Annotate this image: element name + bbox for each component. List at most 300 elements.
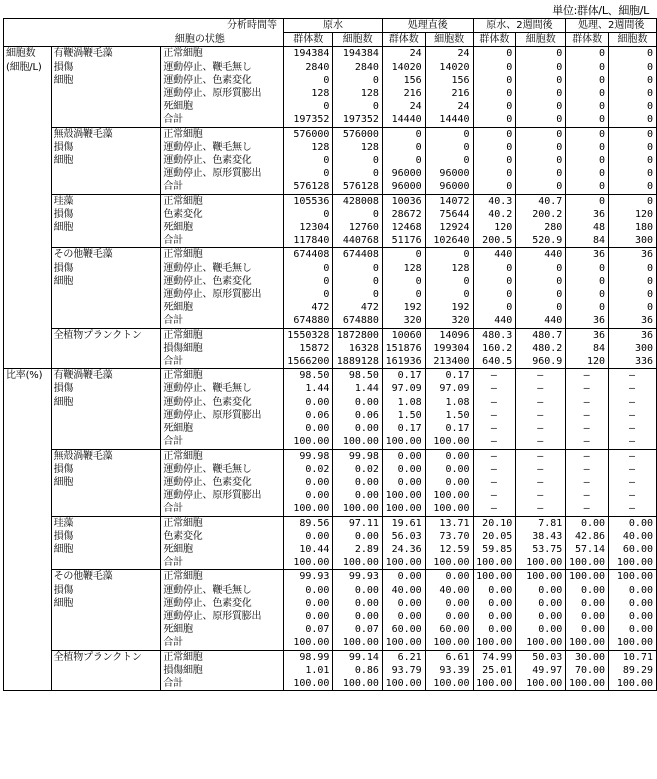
value-cell: 0 — [283, 262, 332, 275]
value-cell: 99.93 — [283, 570, 332, 584]
category-label — [4, 422, 52, 435]
value-cell: 0 — [382, 275, 425, 288]
group-label — [51, 623, 161, 636]
category-label — [4, 301, 52, 314]
table-row — [4, 180, 657, 194]
value-cell: 100.00 — [382, 636, 425, 650]
category-label — [4, 234, 52, 248]
value-cell: 20.05 — [473, 530, 516, 543]
value-cell: 0.17 — [382, 369, 425, 383]
table-row — [4, 314, 657, 328]
value-cell: 0 — [566, 61, 609, 74]
value-cell: 57.14 — [566, 543, 609, 556]
group-label — [51, 342, 161, 355]
category-label — [4, 597, 52, 610]
value-cell: 128 — [333, 141, 382, 154]
category-label — [4, 396, 52, 409]
value-cell: 0.00 — [516, 610, 566, 623]
table-row — [4, 301, 657, 314]
value-cell: 40.7 — [516, 194, 566, 208]
value-cell: 0 — [609, 141, 657, 154]
value-cell: 100.00 — [283, 556, 332, 570]
value-cell: 0.00 — [516, 584, 566, 597]
value-cell: 2840 — [283, 61, 332, 74]
value-cell: 24 — [382, 47, 425, 61]
value-cell: 0.00 — [609, 516, 657, 530]
value-cell: 0 — [609, 301, 657, 314]
table-row — [4, 87, 657, 100]
value-cell: 213400 — [425, 355, 473, 369]
value-cell: 128 — [382, 262, 425, 275]
value-cell: 100.00 — [609, 556, 657, 570]
category-label — [4, 127, 52, 141]
value-cell: 0 — [333, 167, 382, 180]
value-cell: — — [516, 476, 566, 489]
value-cell: 98.50 — [283, 369, 332, 383]
value-cell: 0 — [516, 127, 566, 141]
value-cell: 2.89 — [333, 543, 382, 556]
value-cell: — — [473, 489, 516, 502]
value-cell: 84 — [566, 234, 609, 248]
group-label — [51, 422, 161, 435]
value-cell: 336 — [609, 355, 657, 369]
value-cell: 100.00 — [382, 435, 425, 449]
category-label — [4, 74, 52, 87]
value-cell: 100.00 — [333, 435, 382, 449]
value-cell: — — [566, 382, 609, 395]
value-cell: 0 — [609, 113, 657, 127]
value-cell: 100.00 — [516, 636, 566, 650]
period-raw-2w: 原水、2週間後 — [473, 19, 566, 33]
value-cell: 36 — [609, 328, 657, 342]
group-label: 細胞 — [51, 543, 161, 556]
value-cell: 576128 — [283, 180, 332, 194]
value-cell: 0.00 — [609, 584, 657, 597]
value-cell: 0 — [473, 74, 516, 87]
group-label: 有鞭渦鞭毛藻 — [51, 369, 161, 383]
group-label: 損傷 — [51, 262, 161, 275]
value-cell: 24 — [425, 47, 473, 61]
table-row — [4, 100, 657, 113]
value-cell: 24 — [425, 100, 473, 113]
value-cell: 0 — [382, 288, 425, 301]
value-cell: 0.17 — [425, 422, 473, 435]
table-row — [4, 262, 657, 275]
value-cell: 576000 — [333, 127, 382, 141]
value-cell: 36 — [566, 208, 609, 221]
value-cell: 100.00 — [425, 435, 473, 449]
value-cell: 100.00 — [425, 636, 473, 650]
value-cell: 12304 — [283, 221, 332, 234]
value-cell: 128 — [425, 262, 473, 275]
category-label: 比率(%) — [4, 369, 52, 383]
value-cell: 0 — [566, 100, 609, 113]
col-colonies: 群体数 — [382, 33, 425, 47]
table-row — [4, 154, 657, 167]
value-cell: 60.00 — [609, 543, 657, 556]
value-cell: 7.81 — [516, 516, 566, 530]
value-cell: 100.00 — [382, 502, 425, 516]
state-label: 合計 — [161, 556, 284, 570]
value-cell: 280 — [516, 221, 566, 234]
value-cell: 0 — [473, 113, 516, 127]
group-label: 珪藻 — [51, 516, 161, 530]
value-cell: 0 — [609, 167, 657, 180]
value-cell: 320 — [382, 314, 425, 328]
value-cell: — — [609, 369, 657, 383]
value-cell: — — [566, 435, 609, 449]
value-cell: 0 — [333, 275, 382, 288]
value-cell: 48 — [566, 221, 609, 234]
value-cell: — — [516, 449, 566, 463]
category-label — [4, 463, 52, 476]
period-treated-2w: 処理、2週間後 — [566, 19, 657, 33]
value-cell: 0.00 — [283, 422, 332, 435]
table-row — [4, 489, 657, 502]
value-cell: — — [566, 396, 609, 409]
value-cell: — — [566, 449, 609, 463]
value-cell: 0 — [516, 275, 566, 288]
value-cell: 0 — [382, 248, 425, 262]
category-label — [4, 489, 52, 502]
value-cell: — — [473, 369, 516, 383]
value-cell: 120 — [473, 221, 516, 234]
state-label: 正常細胞 — [161, 369, 284, 383]
value-cell: 0.00 — [425, 449, 473, 463]
value-cell: 440 — [516, 248, 566, 262]
state-label: 運動停止、原形質膨出 — [163, 88, 262, 100]
value-cell: 160.2 — [473, 342, 516, 355]
value-cell: 0.00 — [333, 530, 382, 543]
value-cell: 14096 — [425, 328, 473, 342]
group-label: 無殻渦鞭毛藻 — [51, 127, 161, 141]
table-row — [4, 113, 657, 127]
value-cell: 100.00 — [283, 502, 332, 516]
category-label — [4, 208, 52, 221]
value-cell: 100.00 — [425, 556, 473, 570]
group-label: その他鞭毛藻 — [51, 570, 161, 584]
value-cell: 0 — [516, 262, 566, 275]
group-label: 損傷 — [51, 61, 161, 74]
value-cell: 0.00 — [382, 570, 425, 584]
value-cell: 100.00 — [333, 677, 382, 691]
state-label: 運動停止、鞭毛無し — [163, 463, 252, 475]
value-cell: 0.00 — [566, 516, 609, 530]
table-row — [4, 248, 657, 262]
value-cell: 6.61 — [425, 650, 473, 664]
group-label: 細胞 — [51, 221, 161, 234]
value-cell: 0.00 — [566, 610, 609, 623]
value-cell: 10036 — [382, 194, 425, 208]
value-cell: 0 — [382, 141, 425, 154]
value-cell: 1889128 — [333, 355, 382, 369]
value-cell: 40.3 — [473, 194, 516, 208]
value-cell: 0 — [473, 262, 516, 275]
table-row — [4, 463, 657, 476]
group-label: 細胞 — [51, 154, 161, 167]
value-cell: 640.5 — [473, 355, 516, 369]
table-row — [4, 328, 657, 342]
value-cell: 0 — [609, 154, 657, 167]
value-cell: 300 — [609, 234, 657, 248]
table-row — [4, 342, 657, 355]
col-cells: 細胞数 — [516, 33, 566, 47]
value-cell: 0.00 — [516, 597, 566, 610]
value-cell: 0.00 — [283, 597, 332, 610]
value-cell: 1.01 — [283, 664, 332, 677]
group-label: 損傷 — [51, 530, 161, 543]
value-cell: 156 — [382, 74, 425, 87]
value-cell: 194384 — [333, 47, 382, 61]
value-cell: 100.00 — [333, 502, 382, 516]
value-cell: 99.93 — [333, 570, 382, 584]
value-cell: 51176 — [382, 234, 425, 248]
value-cell: 100.00 — [609, 677, 657, 691]
group-label — [51, 489, 161, 502]
value-cell: 100.00 — [473, 556, 516, 570]
value-cell: 440 — [516, 314, 566, 328]
value-cell: 0.00 — [425, 476, 473, 489]
table-row — [4, 502, 657, 516]
value-cell: 440 — [473, 248, 516, 262]
table-row — [4, 194, 657, 208]
state-label: 運動停止、鞭毛無し — [163, 383, 252, 395]
value-cell: 12468 — [382, 221, 425, 234]
value-cell: — — [566, 489, 609, 502]
value-cell: 0.00 — [425, 597, 473, 610]
state-label: 合計 — [161, 113, 284, 127]
value-cell: 120 — [566, 355, 609, 369]
value-cell: 128 — [283, 87, 332, 100]
group-label: 細胞 — [51, 476, 161, 489]
value-cell: 102640 — [425, 234, 473, 248]
value-cell: 100.00 — [333, 556, 382, 570]
value-cell: 30.00 — [566, 650, 609, 664]
value-cell: 89.56 — [283, 516, 332, 530]
value-cell: 0 — [382, 127, 425, 141]
value-cell: 100.00 — [283, 636, 332, 650]
value-cell: 200.5 — [473, 234, 516, 248]
state-label: 死細胞 — [163, 624, 193, 636]
category-label — [4, 677, 52, 691]
group-label — [51, 610, 161, 623]
value-cell: — — [566, 409, 609, 422]
group-label: 無殻渦鞭毛藻 — [51, 449, 161, 463]
value-cell: 97.09 — [382, 382, 425, 395]
value-cell: 0.02 — [333, 463, 382, 476]
category-label — [4, 288, 52, 301]
group-label — [51, 167, 161, 180]
value-cell: 0 — [609, 127, 657, 141]
group-label: 有鞭渦鞭毛藻 — [51, 47, 161, 61]
group-label — [51, 288, 161, 301]
value-cell: 100.00 — [382, 489, 425, 502]
state-label: 運動停止、原形質膨出 — [163, 168, 262, 180]
value-cell: 0 — [516, 180, 566, 194]
value-cell: 42.86 — [566, 530, 609, 543]
value-cell: 96000 — [425, 167, 473, 180]
category-label — [4, 382, 52, 395]
value-cell: 0 — [473, 141, 516, 154]
value-cell: 0.17 — [425, 369, 473, 383]
value-cell: 10.44 — [283, 543, 332, 556]
value-cell: — — [609, 435, 657, 449]
category-label — [4, 409, 52, 422]
value-cell: 0.00 — [473, 623, 516, 636]
value-cell: 0 — [473, 167, 516, 180]
table-row — [4, 650, 657, 664]
value-cell: 0 — [516, 301, 566, 314]
state-label: 合計 — [161, 636, 284, 650]
value-cell: 0 — [283, 275, 332, 288]
value-cell: 0 — [425, 154, 473, 167]
table-row — [4, 141, 657, 154]
category-label — [4, 314, 52, 328]
category-label — [4, 476, 52, 489]
value-cell: 93.79 — [382, 664, 425, 677]
value-cell: 1.50 — [425, 409, 473, 422]
value-cell: 1566200 — [283, 355, 332, 369]
value-cell: 0 — [333, 100, 382, 113]
value-cell: 100.00 — [425, 502, 473, 516]
value-cell: 100.00 — [382, 556, 425, 570]
value-cell: 100.00 — [425, 677, 473, 691]
value-cell: 0.00 — [382, 597, 425, 610]
value-cell: 0.07 — [283, 623, 332, 636]
group-label — [51, 180, 161, 194]
value-cell: — — [516, 502, 566, 516]
state-label: 正常細胞 — [161, 47, 284, 61]
value-cell: 100.00 — [516, 570, 566, 584]
value-cell: 161936 — [382, 355, 425, 369]
state-label: 死細胞 — [163, 423, 193, 435]
group-label — [51, 301, 161, 314]
value-cell: 128 — [283, 141, 332, 154]
table-row — [4, 664, 657, 677]
value-cell: 100.00 — [473, 570, 516, 584]
group-label: 細胞 — [51, 275, 161, 288]
value-cell: 0 — [609, 275, 657, 288]
value-cell: — — [473, 463, 516, 476]
value-cell: 1872800 — [333, 328, 382, 342]
value-cell: 440 — [473, 314, 516, 328]
value-cell: 0 — [609, 180, 657, 194]
value-cell: 84 — [566, 342, 609, 355]
category-label — [4, 530, 52, 543]
category-label — [4, 248, 52, 262]
category-label — [4, 154, 52, 167]
group-label — [51, 87, 161, 100]
category-label — [4, 100, 52, 113]
value-cell: 13.71 — [425, 516, 473, 530]
category-label — [4, 502, 52, 516]
value-cell: 0 — [283, 167, 332, 180]
value-cell: 156 — [425, 74, 473, 87]
value-cell: 0.00 — [566, 584, 609, 597]
col-cells: 細胞数 — [425, 33, 473, 47]
value-cell: 0 — [566, 141, 609, 154]
value-cell: 0 — [516, 154, 566, 167]
value-cell: 576128 — [333, 180, 382, 194]
value-cell: 180 — [609, 221, 657, 234]
value-cell: 0.07 — [333, 623, 382, 636]
value-cell: 0 — [473, 180, 516, 194]
value-cell: 0 — [283, 74, 332, 87]
value-cell: 0.86 — [333, 664, 382, 677]
category-label — [4, 328, 52, 342]
state-label: 死細胞 — [163, 543, 193, 555]
category-label — [4, 194, 52, 208]
state-label: 死細胞 — [163, 101, 193, 113]
value-cell: 300 — [609, 342, 657, 355]
value-cell: 59.85 — [473, 543, 516, 556]
state-label: 運動停止、原形質膨出 — [163, 490, 262, 502]
value-cell: 100.00 — [333, 636, 382, 650]
state-label: 色素変化 — [163, 530, 203, 542]
period-after-treatment: 処理直後 — [382, 19, 473, 33]
state-label: 運動停止、色素変化 — [163, 476, 252, 488]
state-label: 運動停止、原形質膨出 — [163, 409, 262, 421]
value-cell: 100.00 — [566, 636, 609, 650]
state-label: 損傷細胞 — [163, 664, 203, 676]
group-label — [51, 636, 161, 650]
value-cell: 100.00 — [566, 570, 609, 584]
value-cell: 0 — [425, 248, 473, 262]
value-cell: 96000 — [382, 180, 425, 194]
value-cell: 216 — [425, 87, 473, 100]
col-cells: 細胞数 — [333, 33, 382, 47]
value-cell: 12.59 — [425, 543, 473, 556]
value-cell: 0 — [566, 87, 609, 100]
value-cell: — — [566, 476, 609, 489]
value-cell: 0.00 — [333, 489, 382, 502]
value-cell: 0 — [473, 275, 516, 288]
value-cell: 674880 — [283, 314, 332, 328]
value-cell: 1.08 — [425, 396, 473, 409]
category-label — [4, 435, 52, 449]
value-cell: 40.00 — [382, 584, 425, 597]
value-cell: 480.2 — [516, 342, 566, 355]
value-cell: 192 — [382, 301, 425, 314]
group-label: 珪藻 — [51, 194, 161, 208]
category-label — [4, 87, 52, 100]
value-cell: — — [609, 476, 657, 489]
value-cell: 14440 — [425, 113, 473, 127]
value-cell: 14020 — [425, 61, 473, 74]
value-cell: — — [516, 369, 566, 383]
category-label — [4, 449, 52, 463]
value-cell: — — [609, 422, 657, 435]
value-cell: 0.00 — [609, 623, 657, 636]
value-cell: 197352 — [333, 113, 382, 127]
value-cell: 0 — [609, 74, 657, 87]
category-label — [4, 113, 52, 127]
state-label: 運動停止、色素変化 — [163, 396, 252, 408]
group-label — [51, 664, 161, 677]
value-cell: — — [516, 409, 566, 422]
value-cell: 10.71 — [609, 650, 657, 664]
value-cell: 0 — [516, 167, 566, 180]
group-label — [51, 355, 161, 369]
value-cell: 0.00 — [382, 476, 425, 489]
value-cell: 0 — [566, 74, 609, 87]
value-cell: — — [473, 396, 516, 409]
value-cell: 0.00 — [283, 610, 332, 623]
value-cell: 0 — [566, 301, 609, 314]
state-label: 損傷細胞 — [163, 342, 203, 354]
state-label: 運動停止、色素変化 — [163, 597, 252, 609]
table-row — [4, 435, 657, 449]
